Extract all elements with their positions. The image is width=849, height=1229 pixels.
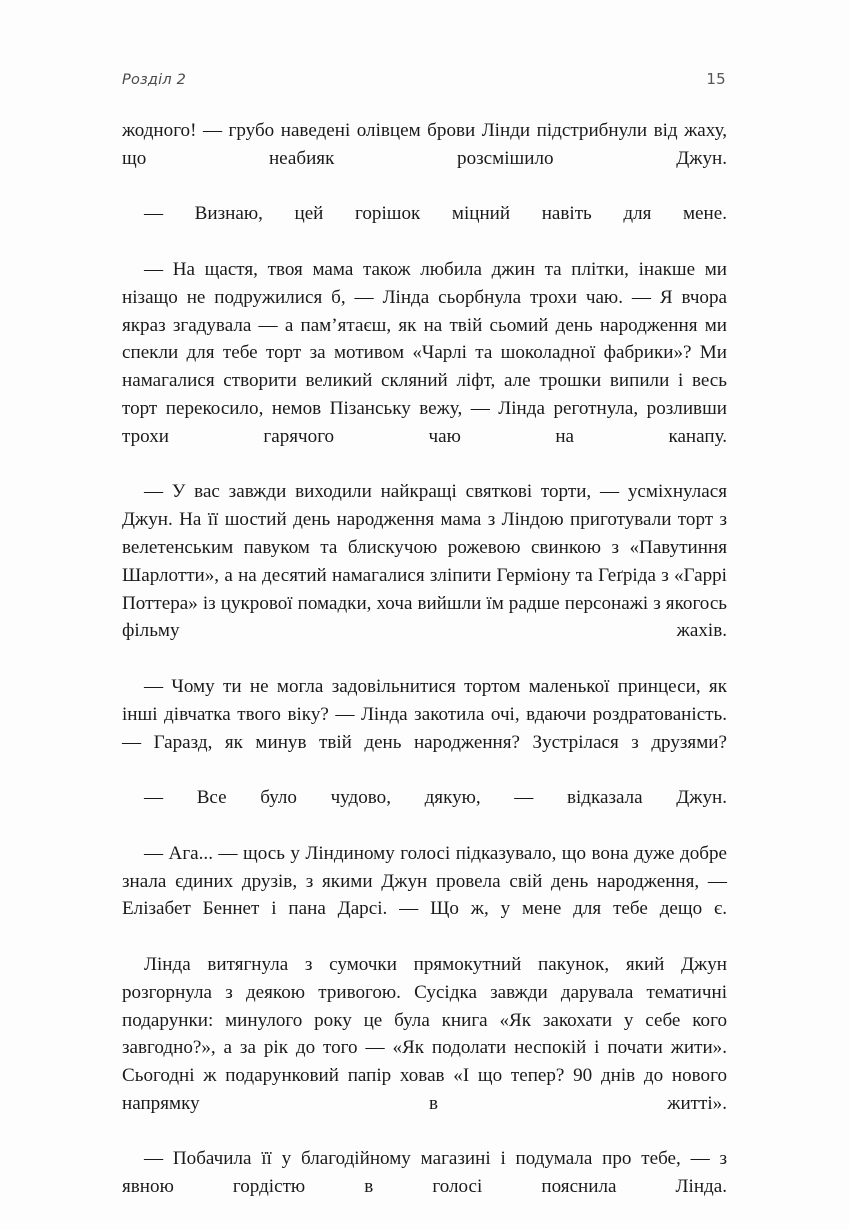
paragraph: — Побачила її у благодійному магазині і подумала про тебе, — з явною гордістю в голосі пояснила Лінда. (122, 1148, 727, 1198)
body-text-block (122, 117, 727, 1229)
paragraph: Лінда витягнула з сумочки прямокутний пакунок, який Джун розгорнула з деякою тривогою. Сусідка завжди дарувала тематичні подарунки: минулого року це була книга «Як закохати у себе кого завгодно?», а за рік до того — «Як подолати неспокій і почати жити». Сьогодні ж подарунковий папір ховав «І що тепер? 90 днів до нового напрямку в житті». (122, 953, 727, 1114)
chapter-label: Розділ 2 (122, 72, 187, 88)
paragraph: — Визнаю, цей горішок міцний навіть для мене. (144, 203, 727, 225)
paragraph: — Все було чудово, дякую, — відказала Джун. (144, 787, 727, 809)
paragraph: жодного! — грубо наведені олівцем брови Лінди підстрибнули від жаху, що неабияк розсмішило Джун. (122, 120, 727, 169)
page-number: 15 (706, 70, 726, 88)
paragraph: — У вас завжди виходили найкращі святкові торти, — усміхнулася Джун. На її шостий день народження мама з Ліндою приготували торт з велетенським павуком та блискучою рожевою свинкою з «Павутиння Шарлотти», а на десятий намагалися зліпити Герміону та Геґріда з «Гаррі Поттера» із цукрової помадки, хоча вийшли їм радше персонажі з якогось фільму жахів. (122, 481, 727, 642)
running-head (122, 70, 726, 92)
paragraph: — Чому ти не могла задовільнитися тортом маленької принцеси, як інші дівчатка твого віку? — Лінда закотила очі, вдаючи роздратованість. — Гаразд, як минув твій день народження? Зустрілася з друзями? (122, 675, 727, 753)
paragraph: — Ага... — щось у Ліндиному голосі підказувало, що вона дуже добре знала єдиних друзів, з якими Джун провела свій день народження, — Елізабет Беннет і пана Дарсі. — Що ж, у мене для тебе дещо є. (122, 842, 727, 920)
paragraph: — На щастя, твоя мама також любила джин та плітки, інакше ми нізащо не подружилися б, — Лінда сьорбнула трохи чаю. — Я вчора якраз згадувала — а пам’ятаєш, як на твій сьомий день народження ми спекли для тебе торт за мотивом «Чарлі та шоколадної фабрики»? Ми намагалися створити великий скляний ліфт, але трошки випили і весь торт перекосило, немов Пізанську вежу, — Лінда реготнула, розливши трохи гарячого чаю на канапу. (122, 258, 727, 447)
